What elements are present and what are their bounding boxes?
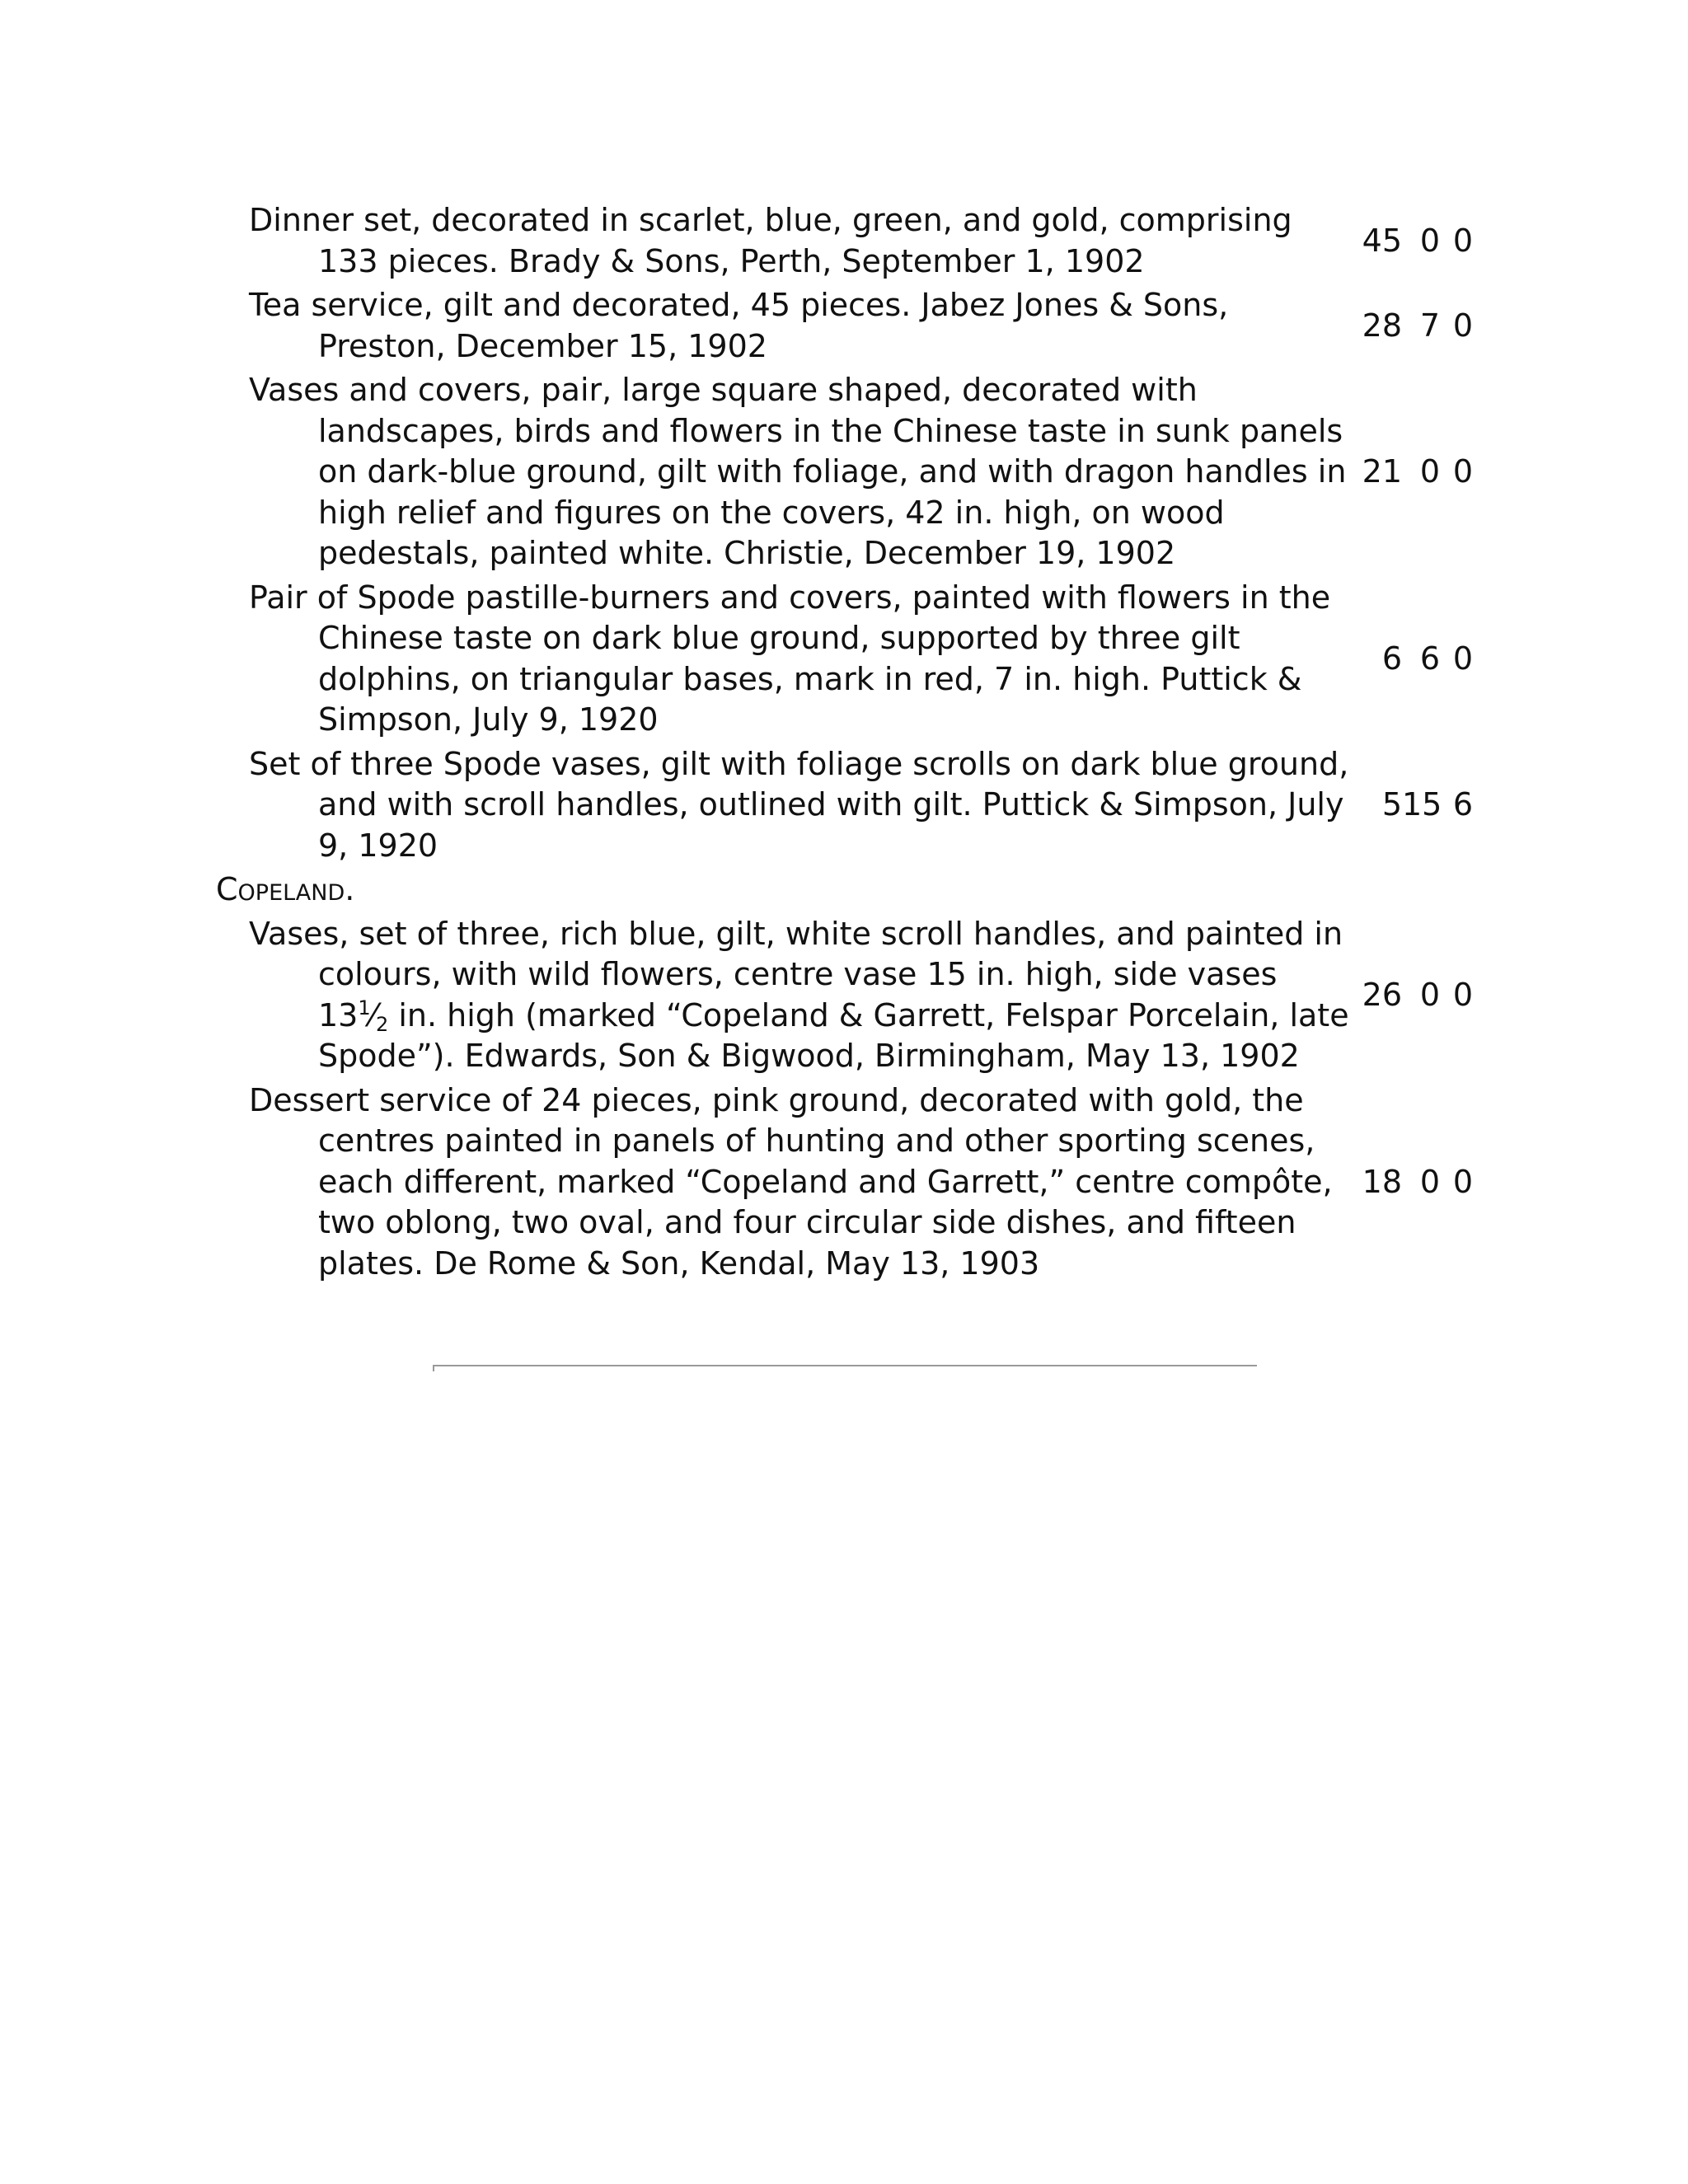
list-item (216, 370, 1477, 574)
list-item (216, 1080, 1477, 1285)
entry-text-before: Vases, set of three, rich blue, gilt, white scroll handles, and painted in colours, with wild flowers, centre vase 15 in. high, side vases 13 (249, 915, 1343, 1033)
price-shillings: 0 (1419, 976, 1440, 1013)
price-pence: 0 (1452, 976, 1473, 1013)
list-item (216, 578, 1477, 741)
list-item (216, 914, 1477, 1077)
fraction-numerator: 1 (358, 996, 371, 1019)
price-shillings: 0 (1419, 1163, 1440, 1200)
price-pounds: 5 (1381, 786, 1402, 823)
entry-description: Pair of Spode pastille-burners and covers, painted with flowers in the Chinese taste on dark blue ground, supported by three gilt dolphins, on triangular bases, mark in red, 7 in. high. Puttick & Simpson, July 9, 1920 (249, 579, 1331, 738)
list-item (216, 200, 1477, 282)
price-pence: 0 (1452, 1163, 1473, 1200)
entry-price (1349, 452, 1473, 493)
price-shillings: 7 (1419, 307, 1440, 344)
entry-price (1349, 306, 1473, 347)
price-pence: 0 (1452, 222, 1473, 259)
entry-text-after: in. high (marked “Copeland & Garrett, Felspar Porcelain, late Spode”). Edwards, Son & Bigwood, Birmingham, May 13, 1902 (318, 996, 1349, 1074)
price-pounds: 21 (1362, 453, 1402, 490)
price-pence: 0 (1452, 307, 1473, 344)
price-shillings: 15 (1402, 786, 1442, 823)
entry-description: Vases, set of three, rich blue, gilt, white scroll handles, and painted in colours, with wild flowers, centre vase 15 in. high, side vases $13^1⁄_2$ in. high (marked “Copeland & Garrett, Felspar Porcelain, late Spode”). Edwards, Son & Bigwood, Birmingham, May 13, 1902 (249, 915, 1349, 1074)
entry-description: Dinner set, decorated in scarlet, blue, green, and gold, comprising 133 pieces. Brady & Sons, Perth, September 1, 1902 (249, 202, 1292, 279)
price-pence: 0 (1452, 453, 1473, 490)
price-pounds: 18 (1362, 1163, 1402, 1200)
entry-price (1349, 1162, 1473, 1203)
list-item (216, 744, 1477, 867)
entry-price (1349, 975, 1473, 1016)
entry-description: Tea service, gilt and decorated, 45 pieces. Jabez Jones & Sons, Preston, December 15, 1902 (249, 287, 1229, 364)
entry-description: Vases and covers, pair, large square shaped, decorated with landscapes, birds and flowers in the Chinese taste in sunk panels on dark-blue ground, gilt with foliage, and with dragon handles in high relief and figures on the covers, 42 in. high, on wood pedestals, painted white. Christie, December 19, 1902 (249, 372, 1347, 571)
price-list (216, 200, 1477, 1287)
entry-price (1349, 221, 1473, 262)
price-pounds: 26 (1362, 976, 1402, 1013)
price-pence: 6 (1452, 786, 1473, 823)
price-pounds: 28 (1362, 307, 1402, 344)
fraction-denominator: 2 (376, 1012, 389, 1036)
section-heading: Copeland. (216, 871, 355, 907)
list-item (216, 285, 1477, 367)
entry-price (1349, 785, 1473, 826)
price-shillings: 0 (1419, 453, 1440, 490)
price-shillings: 6 (1419, 640, 1440, 677)
footer-rule-tick (433, 1365, 434, 1371)
entry-description: Dessert service of 24 pieces, pink ground, decorated with gold, the centres painted in panels of hunting and other sporting scenes, each different, marked “Copeland and Garrett,” centre compôte, two oblong, two oval, and four circular side dishes, and fifteen plates. De Rome & Son, Kendal, May 13, 1903 (249, 1081, 1333, 1282)
price-shillings: 0 (1419, 222, 1440, 259)
price-pence: 0 (1452, 640, 1473, 677)
entry-description: Set of three Spode vases, gilt with foliage scrolls on dark blue ground, and with scroll handles, outlined with gilt. Puttick & Simpson, July 9, 1920 (249, 745, 1349, 864)
price-pounds: 45 (1362, 222, 1402, 259)
entry-price (1349, 639, 1473, 680)
footer-rule (433, 1365, 1257, 1366)
price-pounds: 6 (1381, 640, 1402, 677)
